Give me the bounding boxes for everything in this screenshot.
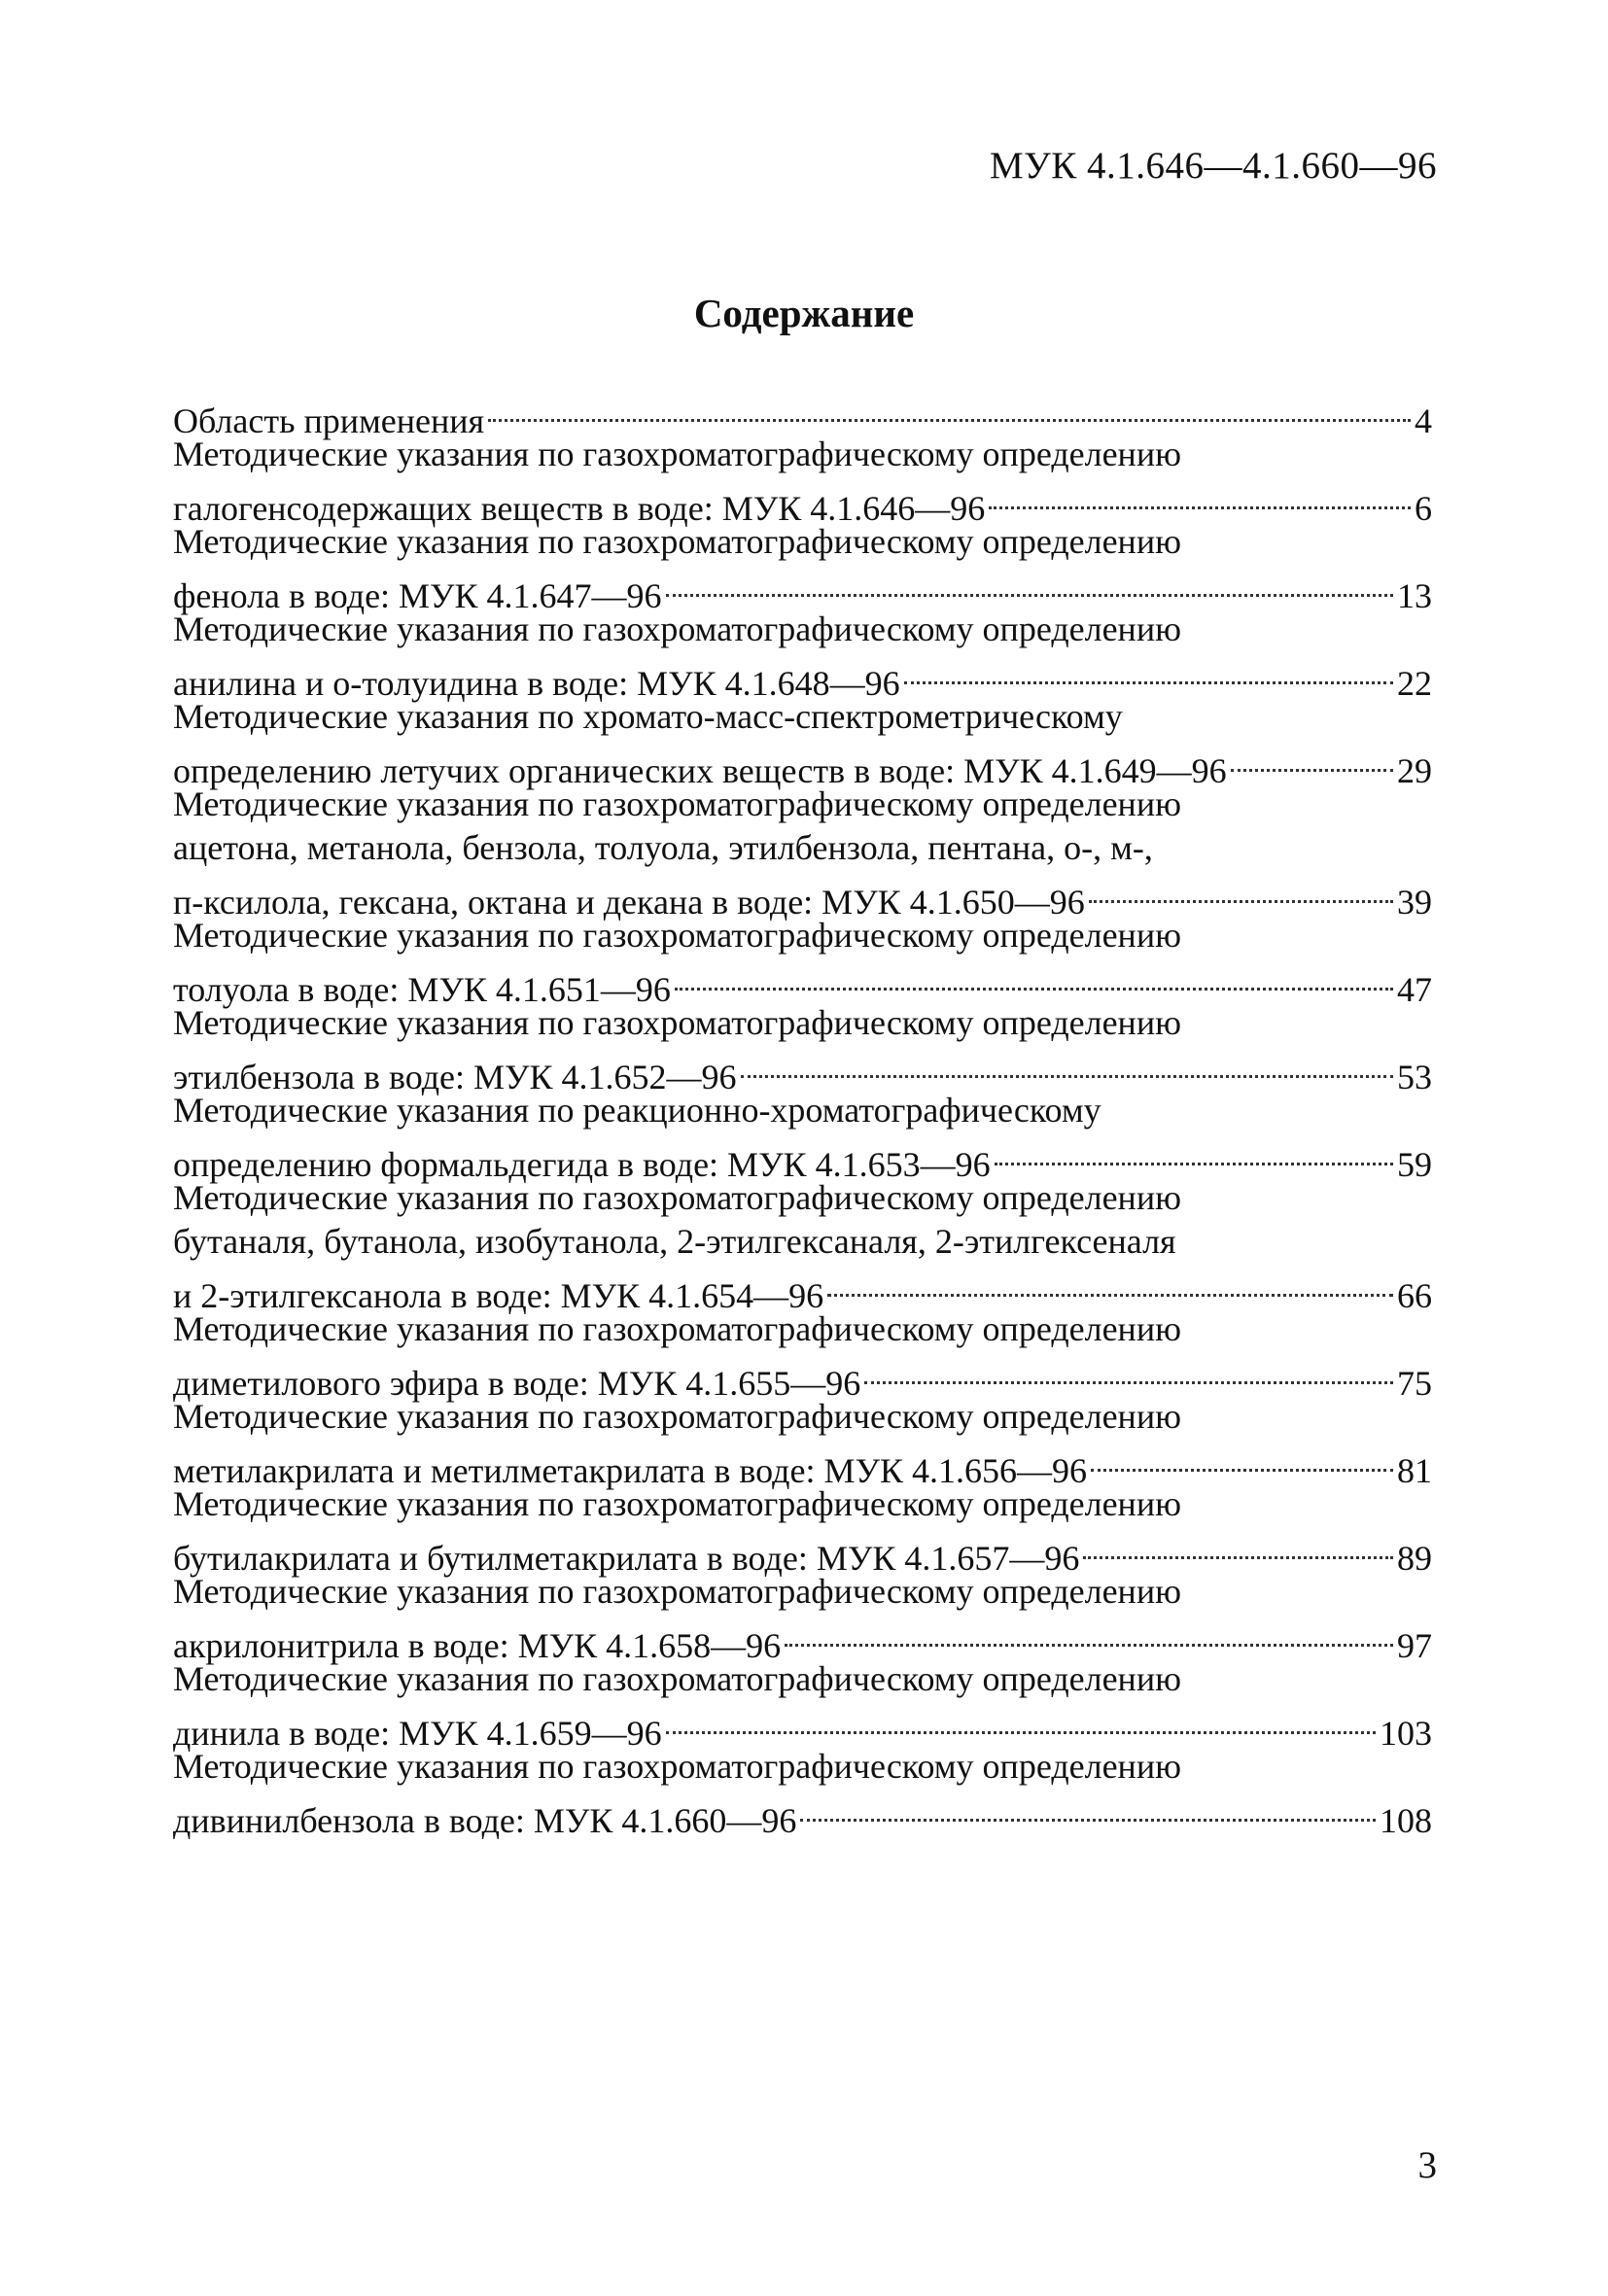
toc-entry-title: п-ксилола, гексана, октана и декана в воде: МУК 4.1.650—96: [173, 883, 1085, 922]
toc-entry-title: определению летучих органических веществ в воде: МУК 4.1.649—96: [173, 751, 1227, 790]
toc-entry: [173, 1089, 1432, 1184]
toc-entry-page: 59: [1397, 1145, 1432, 1184]
dot-leader: [995, 1132, 1393, 1176]
toc-entry-last-line: [173, 1439, 1432, 1490]
toc-entry-line: Методические указания по газохроматографическому определению: [173, 1572, 1181, 1611]
toc-entry-line: Методические указания по газохроматографическому определению: [173, 1659, 1181, 1698]
toc-entry-title: метилакрилата и метилметакрилата в воде: МУК 4.1.656—96: [173, 1451, 1087, 1490]
toc-entry-last-line: [173, 1789, 1432, 1840]
toc-entry-last-line: [173, 1526, 1432, 1578]
toc-entry-line: Методические указания по газохроматографическому определению: [173, 1309, 1181, 1348]
toc-entry-title: и 2-этилгексанола в воде: МУК 4.1.654—96: [173, 1276, 824, 1315]
dot-leader: [741, 1045, 1394, 1089]
toc-entry: [173, 608, 1432, 703]
dot-leader: [904, 651, 1393, 695]
toc-entry-title: толуола в воде: МУК 4.1.651—96: [173, 970, 671, 1009]
toc-entry-page: 97: [1397, 1626, 1432, 1665]
toc-entry-line: бутаналя, бутанола, изобутанола, 2-этилгексаналя, 2-этилгексеналя: [173, 1222, 1176, 1261]
toc-entry-line: Методические указания по газохроматографическому определению: [173, 522, 1181, 561]
toc-entry-line: Методические указания по газохроматографическому определению: [173, 609, 1181, 648]
toc-entry-last-line: [173, 389, 1432, 440]
toc-entry: [173, 695, 1432, 790]
toc-entry-title: диметилового эфира в воде: МУК 4.1.655—96: [173, 1364, 861, 1403]
toc-entry-line: Методические указания по газохроматографическому определению: [173, 1178, 1181, 1217]
toc-entry-title: бутилакрилата и бутилметакрилата в воде: МУК 4.1.657—96: [173, 1539, 1080, 1578]
page-title: Содержание: [693, 291, 915, 335]
toc-entry-last-line: [173, 1264, 1432, 1315]
dot-leader: [1091, 1439, 1393, 1482]
toc-entry: [173, 1657, 1432, 1753]
dot-leader: [675, 957, 1393, 1001]
dot-leader: [488, 389, 1411, 433]
toc-entry-page: 66: [1397, 1276, 1432, 1315]
toc-entry-last-line: [173, 957, 1432, 1009]
toc-entry: [173, 389, 1432, 440]
toc-entry-title: этилбензола в воде: МУК 4.1.652—96: [173, 1058, 737, 1096]
toc-entry-last-line: [173, 739, 1432, 790]
toc-entry-page: 13: [1397, 576, 1432, 615]
toc-entry-last-line: [173, 1614, 1432, 1665]
toc-entry: [173, 783, 1432, 922]
toc-entry: [173, 433, 1432, 528]
toc-entry-last-line: [173, 651, 1432, 703]
toc-entry-last-line: [173, 1351, 1432, 1403]
page-number: 3: [1417, 2144, 1437, 2186]
toc-entry-page: 75: [1397, 1364, 1432, 1403]
dot-leader: [1089, 870, 1393, 914]
toc-entry-line: Методические указания по газохроматографическому определению: [173, 435, 1181, 473]
toc-entry-last-line: [173, 1132, 1432, 1184]
toc-entry-page: 103: [1380, 1714, 1432, 1753]
toc-entry-page: 39: [1397, 883, 1432, 922]
toc-entry-page: 29: [1397, 751, 1432, 790]
toc-entry: [173, 1176, 1432, 1315]
toc-entry: [173, 520, 1432, 615]
dot-leader: [827, 1264, 1393, 1307]
toc-entry-last-line: [173, 564, 1432, 615]
dot-leader: [800, 1789, 1376, 1832]
toc-entry-line: Методические указания по газохроматографическому определению: [173, 784, 1181, 823]
toc-entry: [173, 1001, 1432, 1096]
dot-leader: [989, 476, 1411, 520]
toc-entry-title: Область применения: [173, 401, 485, 440]
dot-leader: [1231, 739, 1393, 783]
dot-leader: [785, 1614, 1393, 1657]
toc-entry-line: Методические указания по реакционно-хроматографическому: [173, 1091, 1101, 1130]
toc-entry-page: 81: [1397, 1451, 1432, 1490]
document-code-header: МУК 4.1.646—4.1.660—96: [989, 145, 1437, 187]
toc-entry-title: динила в воде: МУК 4.1.659—96: [173, 1714, 662, 1753]
toc-entry-line: Методические указания по газохроматографическому определению: [173, 916, 1181, 955]
toc-entry-page: 53: [1397, 1058, 1432, 1096]
toc-entry-page: 108: [1380, 1801, 1432, 1840]
toc-entry-line: Методические указания по газохроматографическому определению: [173, 1003, 1181, 1042]
toc-entry: [173, 1482, 1432, 1578]
toc-entry: [173, 1745, 1432, 1840]
toc-entry-title: фенола в воде: МУК 4.1.647—96: [173, 576, 662, 615]
dot-leader: [864, 1351, 1393, 1395]
toc-entry-last-line: [173, 870, 1432, 922]
toc-entry-line: ацетона, метанола, бензола, толуола, этилбензола, пентана, о-, м-,: [173, 828, 1153, 867]
toc-entry-title: анилина и о-толуидина в воде: МУК 4.1.648—96: [173, 664, 900, 703]
toc-entry-line: Методические указания по газохроматографическому определению: [173, 1747, 1181, 1786]
toc-entry-last-line: [173, 1701, 1432, 1753]
dot-leader: [1083, 1526, 1393, 1570]
toc-entry: [173, 1570, 1432, 1665]
toc-entry-page: 6: [1415, 489, 1432, 528]
toc-entry-title: акрилонитрила в воде: МУК 4.1.658—96: [173, 1626, 782, 1665]
toc-entry-title: определению формальдегида в воде: МУК 4.1.653—96: [173, 1145, 991, 1184]
toc-entry: [173, 914, 1432, 1009]
toc-entry-page: 4: [1415, 401, 1432, 440]
toc-entry-line: Методические указания по газохроматографическому определению: [173, 1484, 1181, 1523]
toc-entry-title: дивинилбензола в воде: МУК 4.1.660—96: [173, 1801, 797, 1840]
toc-entry-last-line: [173, 1045, 1432, 1096]
toc-entry-last-line: [173, 476, 1432, 528]
toc-entry-line: Методические указания по газохроматографическому определению: [173, 1397, 1181, 1436]
toc-entry-page: 47: [1397, 970, 1432, 1009]
toc-entry-title: галогенсодержащих веществ в воде: МУК 4.1.646—96: [173, 489, 986, 528]
toc-entry-page: 22: [1397, 664, 1432, 703]
dot-leader: [666, 1701, 1376, 1745]
toc-entry: [173, 1395, 1432, 1490]
toc-entry: [173, 1307, 1432, 1403]
table-of-contents: [173, 389, 1432, 1840]
toc-entry-page: 89: [1397, 1539, 1432, 1578]
toc-entry-line: Методические указания по хромато-масс-спектрометрическому: [173, 697, 1123, 736]
dot-leader: [666, 564, 1393, 608]
